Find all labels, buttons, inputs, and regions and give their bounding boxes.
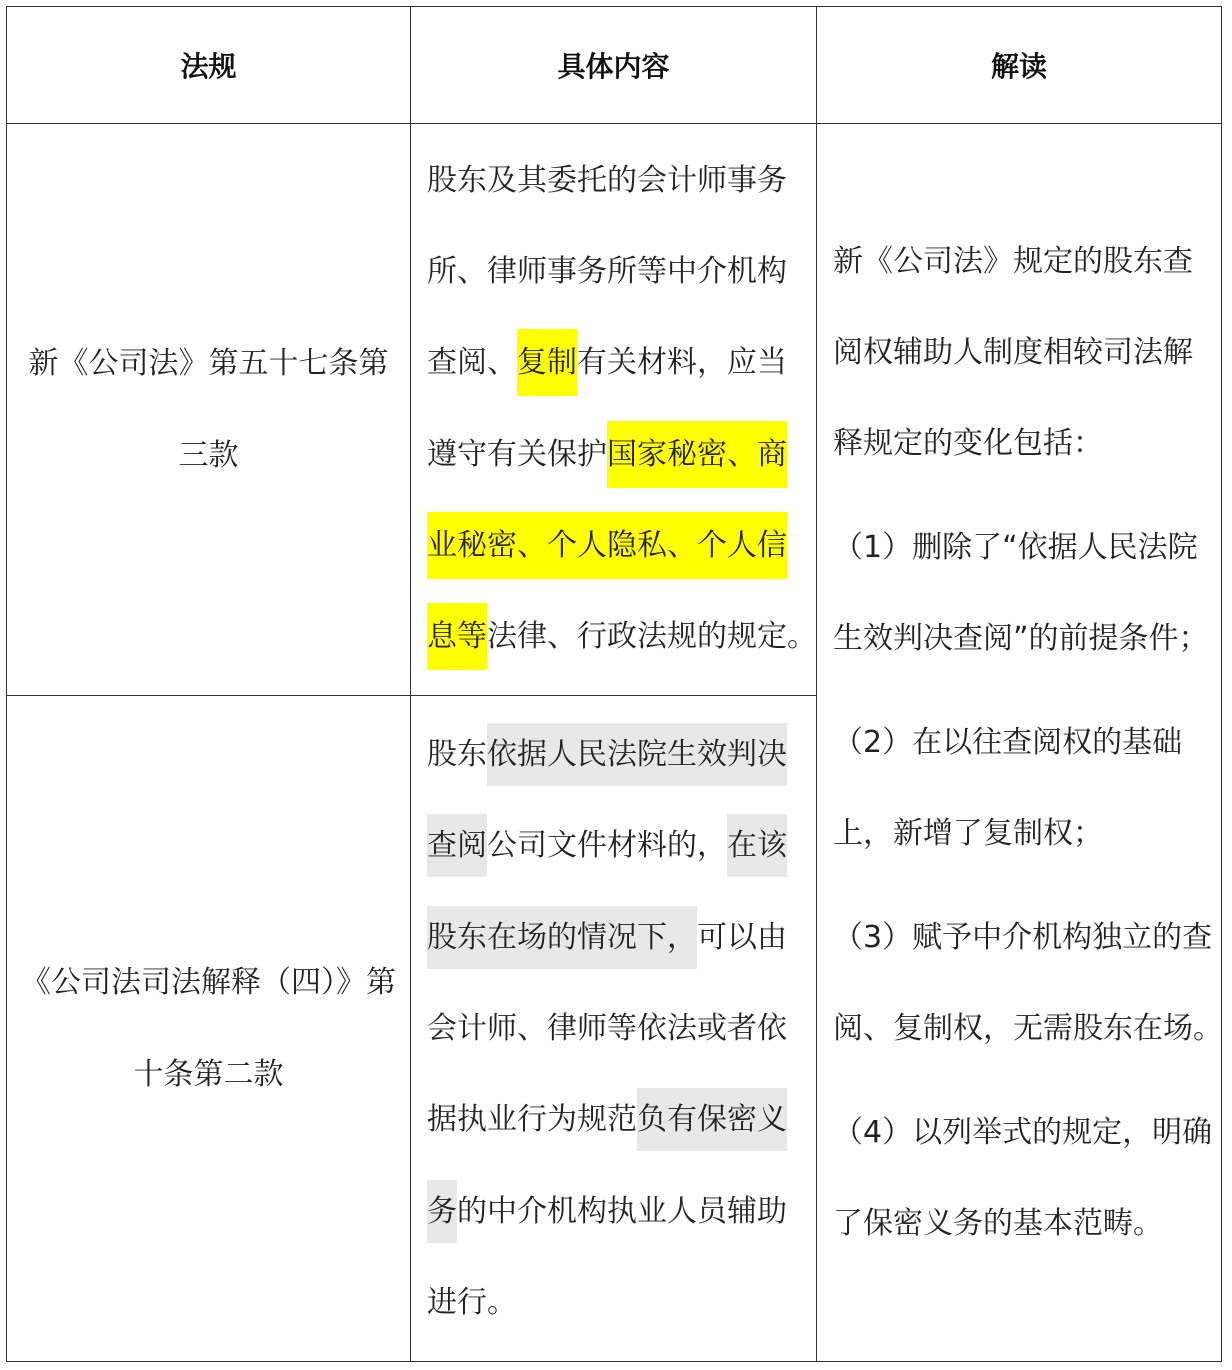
law-text-line: 新《公司法》第五十七条第 xyxy=(28,345,389,381)
content-text: 遵守有关保护 xyxy=(427,436,607,472)
content-text: 据执业行为规范 xyxy=(427,1102,637,1138)
content-cell-row2 xyxy=(411,696,816,1361)
content-text: 所、律师事务所等中介机构 xyxy=(427,254,787,290)
content-text: 股东及其委托的会计师事务 xyxy=(427,163,787,198)
table-border-right xyxy=(1221,6,1222,1362)
interpretation-text-line: 阅权辅助人制度相较司法解 xyxy=(833,335,1193,370)
highlighted-text: 业秘密、个人隐私、个人信 xyxy=(427,512,787,579)
shaded-text: 查阅 xyxy=(427,814,487,877)
interpretation-text-line: 阅、复制权，无需股东在场。 xyxy=(833,1011,1223,1046)
law-text-line: 《公司法司法解释（四）》第 xyxy=(21,964,396,1000)
content-text-line xyxy=(427,617,817,657)
highlighted-text: 息等 xyxy=(427,603,487,670)
shaded-text: 在该 xyxy=(727,814,787,877)
content-cell-row1 xyxy=(411,124,816,695)
content-text-line xyxy=(427,826,787,866)
content-text-line xyxy=(427,1009,787,1049)
content-text-line xyxy=(427,1283,517,1323)
interpretation-text-line: （4）以列举式的规定，明确 xyxy=(833,1115,1213,1150)
shaded-text: 依据人民法院生效判决 xyxy=(487,723,787,786)
content-text: 可以由 xyxy=(697,919,787,955)
content-text: 查阅、 xyxy=(427,345,517,381)
content-text: 公司文件材料的， xyxy=(487,828,727,864)
content-text: 股东 xyxy=(427,737,487,772)
content-text-line xyxy=(427,918,787,958)
table-border-bottom xyxy=(6,1361,1222,1362)
interpretation-text-line: （2）在以往查阅权的基础 xyxy=(833,725,1183,760)
content-text-line xyxy=(427,343,787,383)
content-text-line xyxy=(427,1192,787,1232)
interpretation-text-line: 上，新增了复制权； xyxy=(833,816,1103,851)
shaded-text: 股东在场的情况下， xyxy=(427,906,697,969)
law-cell-row2 xyxy=(7,696,410,1361)
law-text-line: 三款 xyxy=(178,437,239,473)
shaded-text: 负有保密义 xyxy=(637,1088,787,1151)
content-text-line xyxy=(427,252,787,292)
header-interpretation: 解读 xyxy=(990,50,1047,83)
law-text-line: 十条第二款 xyxy=(133,1056,284,1092)
law-cell-row1 xyxy=(7,124,410,695)
content-text: 进行。 xyxy=(427,1284,517,1320)
highlighted-text: 复制 xyxy=(517,329,577,396)
interpretation-text-line: （3）赋予中介机构独立的查 xyxy=(833,920,1213,955)
content-text: 法律、行政法规的规定。 xyxy=(487,619,817,654)
interpretation-text-line: （1）删除了“依据人民法院 xyxy=(833,530,1198,565)
interpretation-text-line: 生效判决查阅”的前提条件； xyxy=(833,621,1209,656)
interpretation-cell xyxy=(817,124,1221,1361)
content-text-line xyxy=(427,735,787,775)
content-text: 会计师、律师等依法或者依 xyxy=(427,1010,787,1046)
interpretation-text-line: 新《公司法》规定的股东查 xyxy=(833,244,1193,279)
content-text: 有关材料，应当 xyxy=(577,345,787,381)
content-text-line xyxy=(427,161,787,201)
content-text-line xyxy=(427,1100,787,1140)
highlighted-text: 国家秘密、商 xyxy=(607,421,787,488)
shaded-text: 务 xyxy=(427,1180,457,1243)
content-text-line xyxy=(427,526,787,566)
header-law: 法规 xyxy=(180,50,237,83)
interpretation-text-line: 释规定的变化包括： xyxy=(833,426,1103,461)
interpretation-text-line: 了保密义务的基本范畴。 xyxy=(833,1206,1163,1241)
content-text: 的中介机构执业人员辅助 xyxy=(457,1193,787,1229)
header-content: 具体内容 xyxy=(557,50,670,83)
content-text-line xyxy=(427,435,787,475)
